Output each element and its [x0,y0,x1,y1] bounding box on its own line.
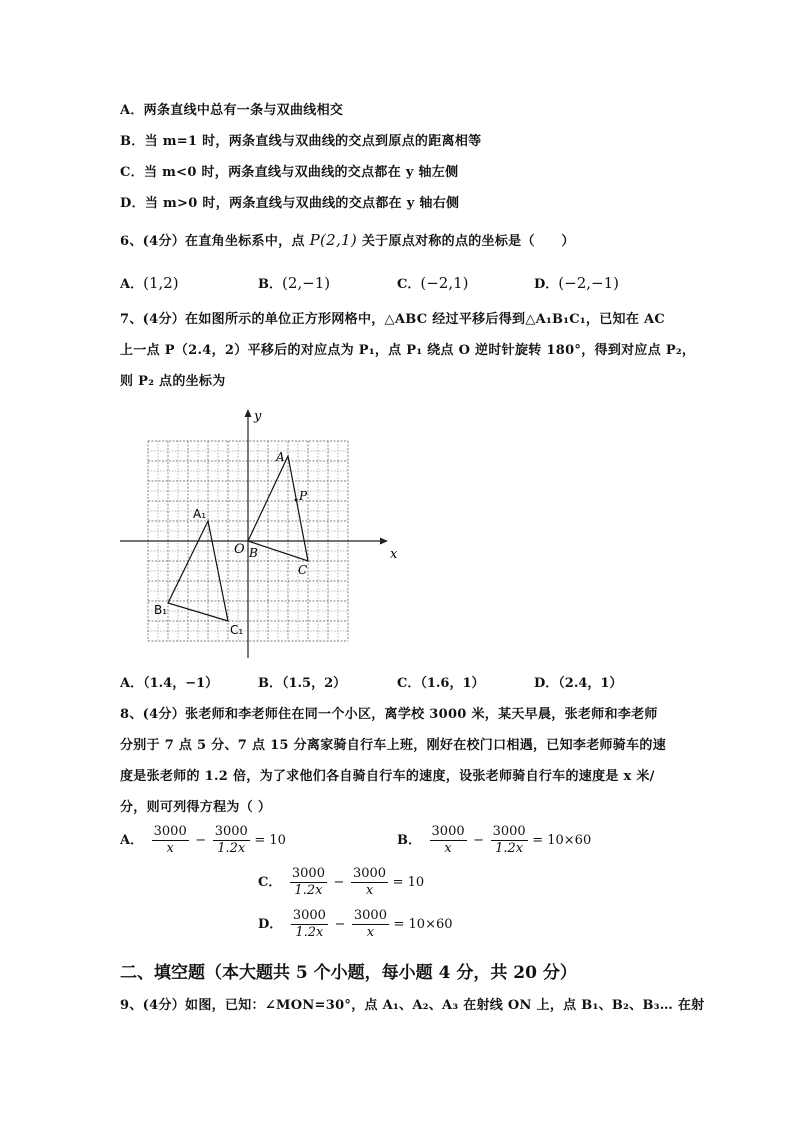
label-p: P [299,489,308,503]
q8-stem-line1: 8、(4分）张老师和李老师住在同一个小区，离学校 3000 米，某天早晨，张老师和李老师 [120,707,658,722]
denominator: 1.2x [495,841,524,856]
denominator: 1.2x [217,841,246,856]
q8-option-d [258,908,453,941]
y-axis-arrow [245,409,252,417]
equation-rhs: = 10 [254,832,286,848]
label-c1: C₁ [230,623,244,637]
q6-option-value: (−2,−1) [558,274,619,292]
q6-stem [120,231,575,251]
option-letter: A． [120,832,144,848]
fraction [291,908,328,941]
q7-option-c: C．（1.6，1） [397,676,485,691]
option-letter: C． [258,874,282,890]
label-a1: A₁ [193,507,207,521]
minus-sign: − [333,874,345,890]
q6-option-value: (−2,1) [420,274,469,292]
q6-option-b [258,274,330,294]
minus-sign: − [473,832,485,848]
label-b1: B₁ [154,603,168,617]
option-letter: B． [397,832,421,848]
q6-option-c [397,274,469,294]
q8-option-b [397,824,591,857]
fraction [491,824,528,857]
x-axis-arrow [380,538,388,545]
point-p-dot [295,499,298,502]
fraction [213,824,250,857]
q7-option-b: B．（1.5，2） [258,676,347,691]
q6-option-d [534,274,619,294]
denominator: x [166,841,174,856]
q5-option-b: B．当 m=1 时，两条直线与双曲线的交点到原点的距离相等 [120,134,482,149]
q5-option-d: D．当 m>0 时，两条直线与双曲线的交点都在 y 轴右侧 [120,196,460,211]
numerator: 3000 [214,824,248,839]
numerator: 3000 [292,908,326,923]
numerator: 3000 [492,824,526,839]
fraction [152,824,189,857]
q7-stem-line1: 7、(4分）在如图所示的单位正方形网格中，△ABC 经过平移后得到△A₁B₁C₁，已知在 AC [120,312,665,327]
q8-option-a [120,824,286,857]
q6-stem-pre: 6、(4分）在直角坐标系中，点 [120,234,305,249]
q6-option-a [120,274,179,294]
q8-option-c [258,866,424,899]
q5-option-a: A．两条直线中总有一条与双曲线相交 [120,103,344,118]
label-b: B [249,546,258,560]
label-o: O [234,542,245,557]
numerator: 3000 [153,824,187,839]
q6-option-value: (1,2) [143,274,179,292]
q7-grid-figure [110,400,410,665]
numerator: 3000 [352,866,387,881]
minus-sign: − [334,916,346,932]
q6-option-value: (2,−1) [282,274,331,292]
label-c: C [298,563,308,577]
q6-option-letter: C． [397,277,421,292]
q6-option-letter: A． [120,277,144,292]
numerator: 3000 [291,866,325,881]
option-letter: D． [258,916,283,932]
equation-rhs: = 10×60 [393,916,453,932]
denominator: x [444,841,452,856]
label-y: y [254,409,262,424]
section-heading: 二、填空题（本大题共 5 个小题，每小题 4 分，共 20 分） [120,963,577,983]
q8-stem-line2: 分别于 7 点 5 分、7 点 15 分离家骑自行车上班，刚好在校门口相遇，已知李老师骑车的速 [120,738,667,753]
equation-rhs: = 10×60 [532,832,592,848]
q7-stem-line2: 上一点 P（2.4，2）平移后的对应点为 P₁，点 P₁ 绕点 O 逆时针旋转 180°，得到对应点 P₂， [120,343,696,358]
q6-point: P(2,1) [309,231,358,249]
numerator: 3000 [353,908,387,923]
numerator: 3000 [431,824,465,839]
minus-sign: − [195,832,207,848]
q9-stem-line1: 9、(4分）如图，已知：∠MON=30°，点 A₁、A₂、A₃ 在射线 ON 上，点 B₁、B₂、B₃… 在射 [120,998,705,1013]
q8-stem-line3: 度是张老师的 1.2 倍，为了求他们各自骑自行车的速度，设张老师骑自行车的速度是 x 米/ [120,769,655,784]
q7-option-a: A．（1.4，−1） [120,676,219,691]
denominator: x [365,883,374,898]
q5-option-c: C．当 m<0 时，两条直线与双曲线的交点都在 y 轴左侧 [120,165,459,180]
q8-stem-line4: 分，则可列得方程为（ ） [120,800,272,815]
label-x: x [390,547,398,562]
q6-option-letter: B． [258,277,282,292]
denominator: 1.2x [295,925,324,940]
denominator: 1.2x [294,883,323,898]
label-a: A [276,450,285,464]
fraction [351,866,388,899]
denominator: x [366,925,375,940]
q6-option-letter: D． [534,277,559,292]
equation-rhs: = 10 [392,874,425,890]
q7-stem-line3: 则 P₂ 点的坐标为 [120,374,226,389]
fraction [290,866,327,899]
fraction [352,908,389,941]
q7-option-d: D．（2.4，1） [534,676,623,691]
q6-stem-post: 关于原点对称的点的坐标是（ ） [361,234,575,249]
fraction [430,824,467,857]
